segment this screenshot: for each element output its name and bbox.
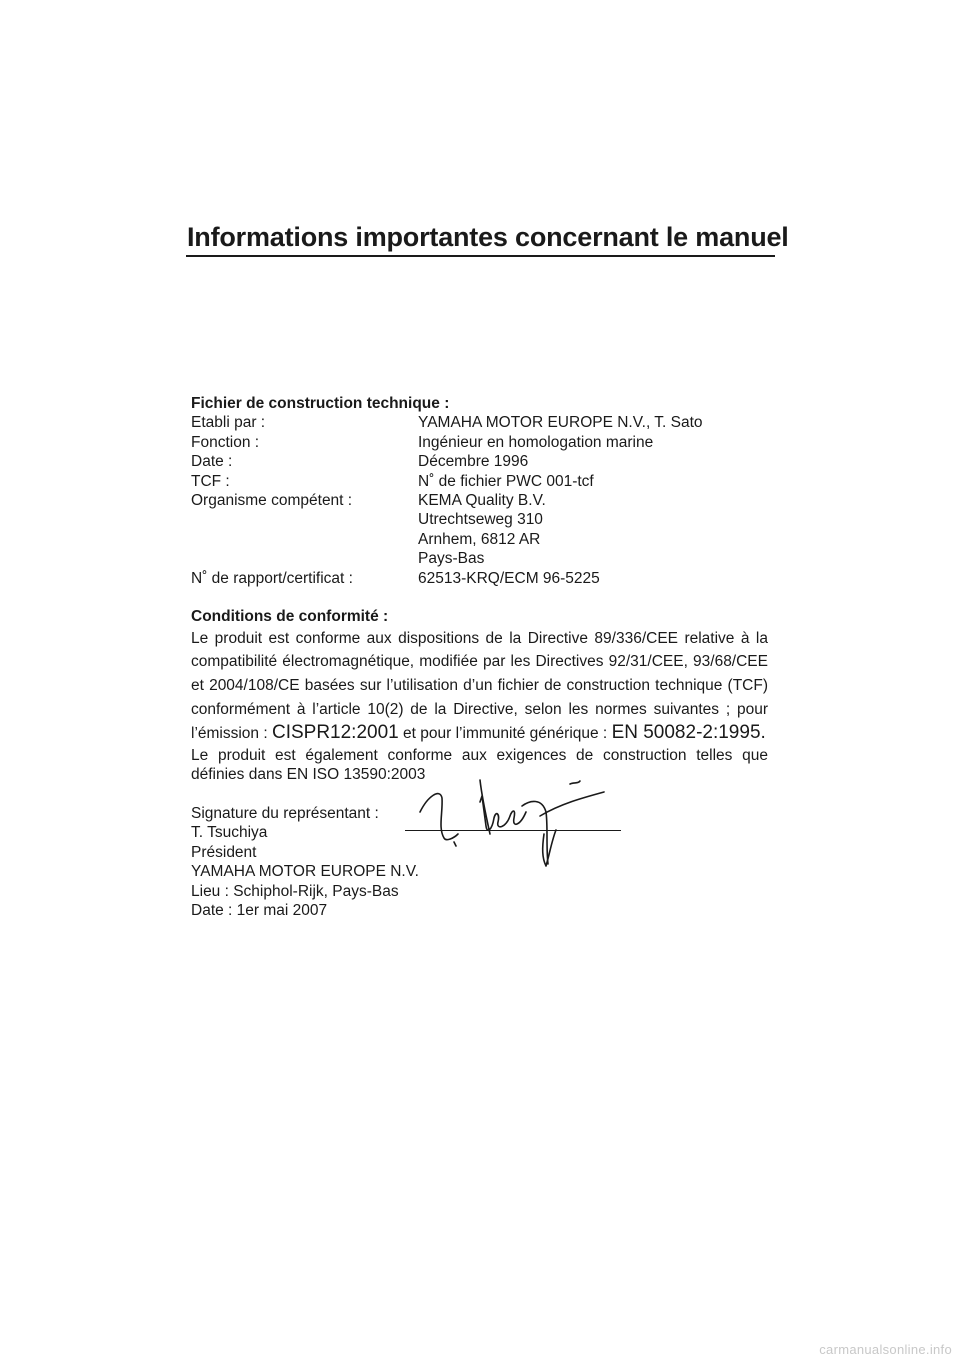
tcf-heading: Fichier de construction technique :	[191, 395, 450, 412]
signatory-company: YAMAHA MOTOR EUROPE N.V.	[191, 863, 419, 881]
tcf-value: N˚ de fichier PWC 001-tcf	[418, 472, 594, 490]
handwritten-signature	[410, 772, 610, 868]
tcf-label	[191, 510, 418, 529]
footer-watermark: carmanualsonline.info	[819, 1342, 952, 1357]
tcf-label	[191, 530, 418, 549]
tcf-value: Utrechtseweg 310	[418, 511, 543, 529]
conformity-heading: Conditions de conformité :	[191, 608, 389, 626]
tcf-label: Date :	[191, 453, 233, 471]
construction-paragraph: Le produit est également conforme aux exigences de construction telles que définies dans EN ISO 13590:2003	[191, 746, 768, 784]
signature-label: Signature du représentant :	[191, 805, 379, 823]
tcf-label: Organisme compétent :	[191, 492, 353, 510]
emission-standard: CISPR12:2001	[271, 722, 399, 744]
tcf-row	[191, 452, 703, 471]
title-rule	[186, 255, 775, 257]
tcf-row	[191, 472, 703, 491]
immunity-standard: EN 50082-2:1995.	[611, 722, 766, 744]
conformity-paragraph	[191, 627, 768, 746]
tcf-value: Pays-Bas	[418, 550, 485, 568]
tcf-row	[191, 569, 703, 588]
signatory-role: Président	[191, 843, 257, 861]
tcf-row	[191, 491, 703, 510]
tcf-label: TCF :	[191, 472, 230, 490]
tcf-table	[191, 413, 703, 588]
tcf-value: Décembre 1996	[418, 453, 529, 471]
signatory-name: T. Tsuchiya	[191, 824, 268, 842]
tcf-value: YAMAHA MOTOR EUROPE N.V., T. Sato	[418, 414, 703, 432]
signing-date: Date : 1er mai 2007	[191, 902, 328, 920]
tcf-row	[191, 433, 703, 452]
tcf-value: Ingénieur en homologation marine	[418, 433, 654, 451]
conformity-text-b: et pour l’immunité générique :	[403, 725, 608, 743]
tcf-row	[191, 510, 703, 529]
tcf-label: Etabli par :	[191, 414, 266, 432]
tcf-label: Fonction :	[191, 433, 260, 451]
tcf-row	[191, 530, 703, 549]
signing-place: Lieu : Schiphol-Rijk, Pays-Bas	[191, 882, 399, 900]
tcf-value: Arnhem, 6812 AR	[418, 530, 541, 548]
page-title: Informations importantes concernant le manuel	[187, 222, 789, 252]
tcf-value: KEMA Quality B.V.	[418, 492, 546, 510]
tcf-value: 62513-KRQ/ECM 96-5225	[418, 569, 600, 587]
tcf-row	[191, 413, 703, 432]
tcf-row	[191, 549, 703, 568]
tcf-label	[191, 549, 418, 568]
tcf-label: N˚ de rapport/certificat :	[191, 569, 353, 587]
conformity-text-a: Le produit est conforme aux dispositions de la Directive 89/336/CEE relative à la compatibilité électromagnétique, modifiée par les Directives 92/31/CEE, 93/68/CEE et 2004/108/CE basées sur l’utilisation d’un fichier de construction technique (TCF) conformément à l’article 10(2) de la Directive, selon les normes suivantes ; pour l’émission :	[191, 629, 768, 743]
